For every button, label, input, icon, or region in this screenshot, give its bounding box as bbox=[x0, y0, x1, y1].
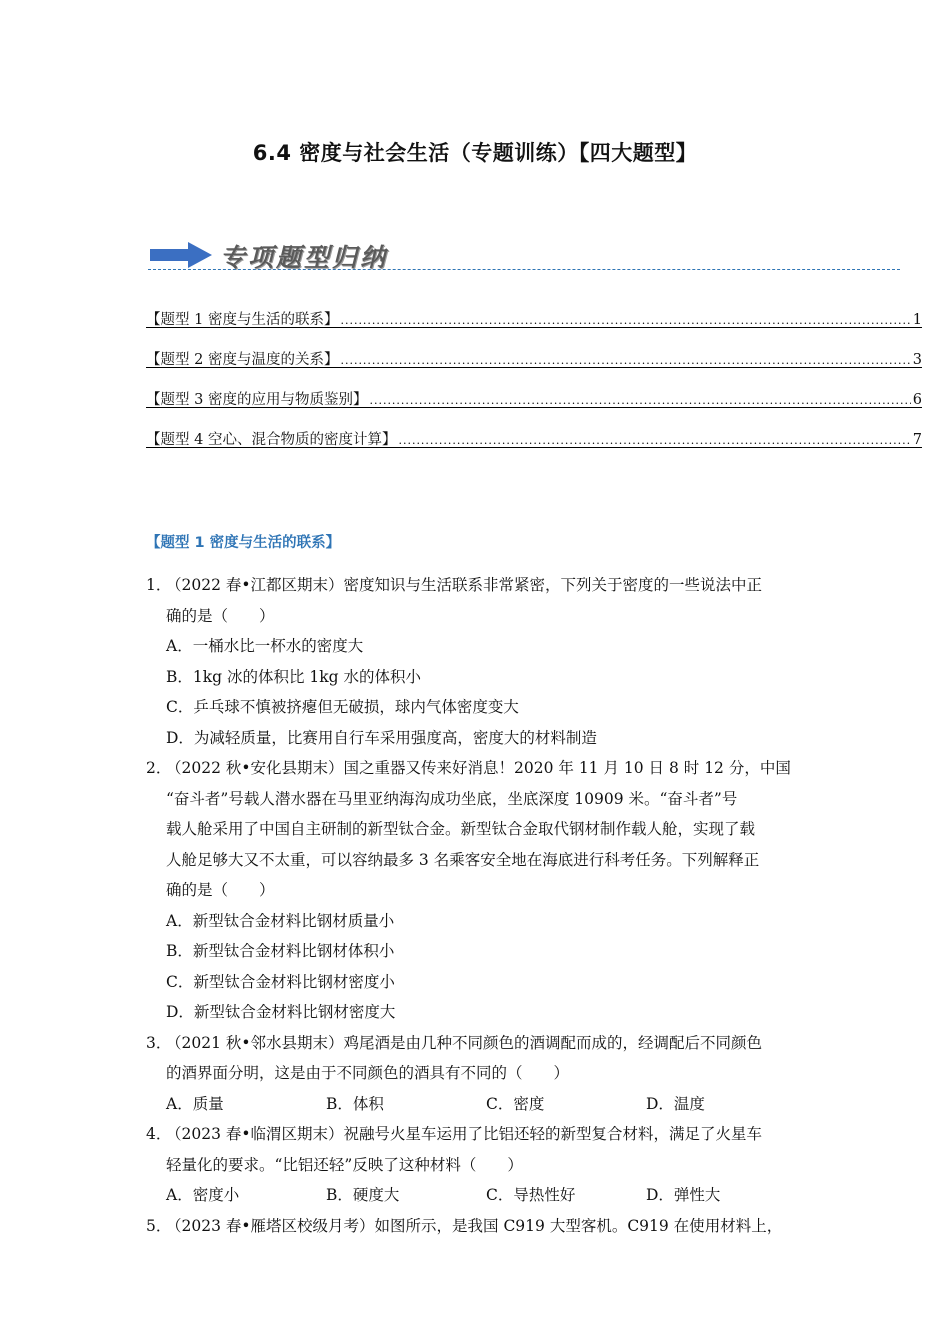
question-number: 3． bbox=[146, 1033, 172, 1052]
answer-option[interactable]: B．1kg 冰的体积比 1kg 水的体积小 bbox=[166, 667, 422, 686]
question-4 bbox=[146, 1119, 810, 1180]
question-stem-line: “奋斗者”号载人潜水器在马里亚纳海沟成功坐底，坐底深度 10909 米。“奋斗者”号 bbox=[166, 789, 738, 808]
question-stem-line: （2023 春•雁塔区校级月考）如图所示，是我国 C919 大型客机。C919 在使用材料上， bbox=[166, 1216, 783, 1235]
answer-option[interactable]: A．质量 bbox=[166, 1094, 224, 1113]
page-title: 6.4 密度与社会生活（专题训练）【四大题型】 bbox=[252, 141, 698, 165]
answer-options-row bbox=[146, 1089, 810, 1120]
answer-option[interactable]: B．体积 bbox=[326, 1094, 384, 1113]
toc-entry-page: 3 bbox=[912, 352, 922, 368]
answer-option[interactable]: A．新型钛合金材料比钢材质量小 bbox=[166, 911, 395, 930]
toc-leader bbox=[340, 314, 910, 327]
question-stem-line: 的酒界面分明，这是由于不同颜色的酒具有不同的（ ） bbox=[166, 1064, 570, 1082]
question-number: 1． bbox=[146, 576, 172, 594]
toc-entry[interactable] bbox=[146, 388, 922, 408]
question-5 bbox=[146, 1211, 810, 1242]
answer-option[interactable]: A．一桶水比一杯水的密度大 bbox=[166, 637, 364, 655]
answer-option[interactable]: C．乒乓球不慎被挤瘪但无破损，球内气体密度变大 bbox=[166, 698, 519, 716]
toc-entry-label: 【题型 4 空心、混合物质的密度计算】 bbox=[146, 432, 397, 448]
answer-option[interactable]: D．新型钛合金材料比钢材密度大 bbox=[166, 1003, 396, 1021]
toc-entry-label: 【题型 3 密度的应用与物质鉴别】 bbox=[146, 392, 368, 408]
toc-entry-page: 7 bbox=[912, 432, 922, 448]
answer-option[interactable]: D．温度 bbox=[646, 1094, 705, 1113]
toc-entry[interactable] bbox=[146, 348, 922, 368]
question-number: 2． bbox=[146, 759, 172, 777]
answer-option[interactable]: C．导热性好 bbox=[486, 1186, 576, 1204]
question-stem-line: （2022 春•江都区期末）密度知识与生活联系非常紧密，下列关于密度的一些说法中正 bbox=[166, 576, 763, 594]
question-number: 5． bbox=[146, 1216, 172, 1235]
question-stem-line: 轻量化的要求。“比铝还轻”反映了这种材料（ ） bbox=[166, 1155, 523, 1174]
question-stem-line: （2022 秋•安化县期末）国之重器又传来好消息！2020 年 11 月 10 日 8 时 12 分，中国 bbox=[166, 759, 791, 777]
section-heading: 【题型 1 密度与生活的联系】 bbox=[146, 535, 341, 551]
question-3 bbox=[146, 1028, 810, 1089]
answer-option[interactable]: B．硬度大 bbox=[326, 1186, 400, 1204]
question-list bbox=[146, 570, 810, 1241]
toc-entry[interactable] bbox=[146, 308, 922, 328]
answer-option[interactable]: B．新型钛合金材料比钢材体积小 bbox=[166, 942, 395, 960]
question-2 bbox=[146, 753, 810, 906]
question-stem-line: 确的是（ ） bbox=[166, 881, 275, 899]
right-arrow-icon bbox=[150, 242, 214, 268]
answer-option[interactable]: D．弹性大 bbox=[646, 1186, 721, 1204]
banner-divider bbox=[148, 269, 900, 270]
question-stem-line: 载人舱采用了中国自主研制的新型钛合金。新型钛合金取代钢材制作载人舱，实现了载 bbox=[166, 820, 756, 838]
toc-leader bbox=[340, 354, 910, 367]
toc-entry-page: 1 bbox=[912, 312, 922, 328]
question-stem-line: 确的是（ ） bbox=[166, 606, 275, 625]
answer-option[interactable]: A．密度小 bbox=[166, 1186, 240, 1204]
answer-option[interactable]: C．新型钛合金材料比钢材密度小 bbox=[166, 972, 395, 991]
question-stem-line: 人舱足够大又不太重，可以容纳最多 3 名乘客安全地在海底进行科考任务。下列解释正 bbox=[166, 850, 760, 869]
toc-entry-page: 6 bbox=[912, 392, 922, 408]
answer-option[interactable]: D．为减轻质量，比赛用自行车采用强度高，密度大的材料制造 bbox=[166, 728, 597, 747]
toc-entry[interactable] bbox=[146, 428, 922, 448]
answer-option[interactable]: C．密度 bbox=[486, 1094, 545, 1113]
question-stem-line: （2023 春•临渭区期末）祝融号火星车运用了比铝还轻的新型复合材料，满足了火星车 bbox=[166, 1125, 763, 1143]
toc-leader bbox=[369, 394, 910, 407]
toc-entry-label: 【题型 2 密度与温度的关系】 bbox=[146, 352, 339, 368]
banner-title: 专项题型归纳 bbox=[220, 243, 389, 272]
table-of-contents bbox=[146, 308, 922, 468]
toc-leader bbox=[398, 434, 910, 447]
toc-entry-label: 【题型 1 密度与生活的联系】 bbox=[146, 312, 339, 328]
answer-options-row bbox=[146, 1180, 810, 1211]
question-stem-line: （2021 秋•邻水县期末）鸡尾酒是由几种不同颜色的酒调配而成的，经调配后不同颜色 bbox=[166, 1033, 763, 1052]
section-banner bbox=[148, 238, 900, 278]
question-1 bbox=[146, 570, 810, 631]
question-number: 4． bbox=[146, 1125, 172, 1143]
